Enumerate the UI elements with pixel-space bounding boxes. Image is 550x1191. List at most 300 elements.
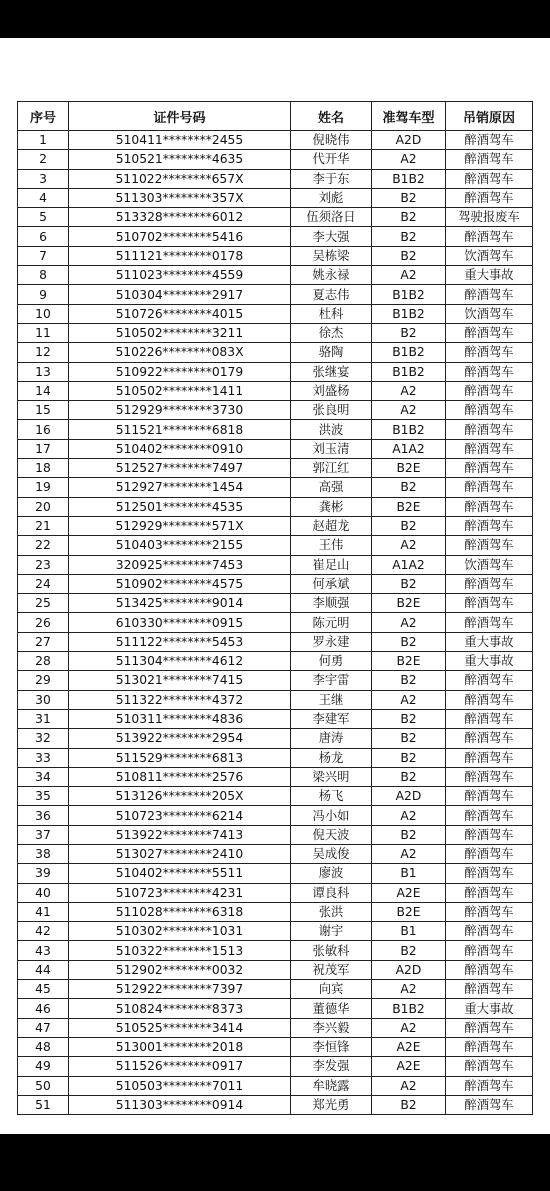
cell-revocation-reason: 醉酒驾车 <box>446 613 533 632</box>
cell-id-number: 510302********1031 <box>69 922 291 941</box>
cell-name: 洪波 <box>291 420 372 439</box>
cell-revocation-reason: 醉酒驾车 <box>446 343 533 362</box>
cell-name: 牟晓露 <box>291 1076 372 1095</box>
table-row <box>18 574 533 593</box>
table-row <box>18 381 533 400</box>
cell-revocation-reason: 醉酒驾车 <box>446 516 533 535</box>
cell-id-number: 513425********9014 <box>69 594 291 613</box>
cell-license-class: B2 <box>372 632 446 651</box>
table-row <box>18 1076 533 1095</box>
cell-revocation-reason: 醉酒驾车 <box>446 285 533 304</box>
table-row <box>18 922 533 941</box>
cell-index: 23 <box>18 555 69 574</box>
cell-license-class: A2 <box>372 690 446 709</box>
cell-name: 龚彬 <box>291 497 372 516</box>
table-row <box>18 902 533 921</box>
cell-id-number: 510322********1513 <box>69 941 291 960</box>
header-license-class: 准驾车型 <box>372 102 446 131</box>
cell-id-number: 510902********4575 <box>69 574 291 593</box>
cell-license-class: B2 <box>372 323 446 342</box>
revoked-license-table <box>17 101 533 1115</box>
cell-name: 刘盛杨 <box>291 381 372 400</box>
cell-id-number: 510521********4635 <box>69 150 291 169</box>
cell-name: 吴栋梁 <box>291 246 372 265</box>
table-row <box>18 555 533 574</box>
cell-revocation-reason: 醉酒驾车 <box>446 806 533 825</box>
table-row <box>18 208 533 227</box>
table-row <box>18 266 533 285</box>
table-row <box>18 825 533 844</box>
table-row <box>18 1057 533 1076</box>
cell-license-class: B2E <box>372 594 446 613</box>
cell-name: 王继 <box>291 690 372 709</box>
cell-name: 何承斌 <box>291 574 372 593</box>
cell-revocation-reason: 醉酒驾车 <box>446 420 533 439</box>
cell-name: 李兴毅 <box>291 1018 372 1037</box>
cell-index: 31 <box>18 709 69 728</box>
table-row <box>18 1037 533 1056</box>
cell-revocation-reason: 醉酒驾车 <box>446 381 533 400</box>
cell-index: 32 <box>18 729 69 748</box>
cell-revocation-reason: 醉酒驾车 <box>446 536 533 555</box>
cell-id-number: 513126********205X <box>69 787 291 806</box>
cell-revocation-reason: 醉酒驾车 <box>446 922 533 941</box>
cell-revocation-reason: 重大事故 <box>446 652 533 671</box>
cell-id-number: 510723********4231 <box>69 883 291 902</box>
table-header-row <box>18 102 533 131</box>
table-row <box>18 671 533 690</box>
cell-license-class: B1B2 <box>372 999 446 1018</box>
cell-id-number: 510503********7011 <box>69 1076 291 1095</box>
cell-id-number: 510411********2455 <box>69 131 291 150</box>
cell-id-number: 512527********7497 <box>69 459 291 478</box>
table-row <box>18 652 533 671</box>
cell-id-number: 511121********0178 <box>69 246 291 265</box>
cell-id-number: 510525********3414 <box>69 1018 291 1037</box>
table-row <box>18 613 533 632</box>
table-row <box>18 806 533 825</box>
cell-name: 董德华 <box>291 999 372 1018</box>
table-row <box>18 343 533 362</box>
cell-license-class: B2 <box>372 825 446 844</box>
cell-index: 18 <box>18 459 69 478</box>
table-row <box>18 787 533 806</box>
cell-name: 李恒锋 <box>291 1037 372 1056</box>
cell-id-number: 510922********0179 <box>69 362 291 381</box>
cell-license-class: B2 <box>372 227 446 246</box>
cell-license-class: B2 <box>372 574 446 593</box>
cell-index: 7 <box>18 246 69 265</box>
table-row <box>18 767 533 786</box>
cell-name: 谭良科 <box>291 883 372 902</box>
table-row <box>18 304 533 323</box>
cell-id-number: 610330********0915 <box>69 613 291 632</box>
cell-name: 谢宇 <box>291 922 372 941</box>
cell-name: 李发强 <box>291 1057 372 1076</box>
cell-index: 40 <box>18 883 69 902</box>
cell-revocation-reason: 醉酒驾车 <box>446 594 533 613</box>
cell-revocation-reason: 醉酒驾车 <box>446 883 533 902</box>
cell-index: 30 <box>18 690 69 709</box>
table-row <box>18 169 533 188</box>
cell-id-number: 320925********7453 <box>69 555 291 574</box>
cell-index: 46 <box>18 999 69 1018</box>
cell-revocation-reason: 醉酒驾车 <box>446 1057 533 1076</box>
cell-id-number: 512929********571X <box>69 516 291 535</box>
cell-license-class: B2 <box>372 709 446 728</box>
cell-index: 29 <box>18 671 69 690</box>
cell-revocation-reason: 饮酒驾车 <box>446 246 533 265</box>
cell-id-number: 510311********4836 <box>69 709 291 728</box>
cell-index: 39 <box>18 864 69 883</box>
table-row <box>18 420 533 439</box>
cell-index: 35 <box>18 787 69 806</box>
cell-name: 郑光勇 <box>291 1095 372 1114</box>
cell-license-class: A2 <box>372 1076 446 1095</box>
cell-id-number: 510723********6214 <box>69 806 291 825</box>
cell-id-number: 511122********5453 <box>69 632 291 651</box>
cell-index: 11 <box>18 323 69 342</box>
cell-license-class: A2 <box>372 401 446 420</box>
cell-name: 夏志伟 <box>291 285 372 304</box>
cell-name: 郭江红 <box>291 459 372 478</box>
table-row <box>18 748 533 767</box>
cell-license-class: A1A2 <box>372 555 446 574</box>
cell-id-number: 510502********1411 <box>69 381 291 400</box>
cell-license-class: B2E <box>372 459 446 478</box>
cell-revocation-reason: 醉酒驾车 <box>446 401 533 420</box>
cell-license-class: B2 <box>372 516 446 535</box>
cell-name: 冯小如 <box>291 806 372 825</box>
cell-name: 代开华 <box>291 150 372 169</box>
cell-revocation-reason: 醉酒驾车 <box>446 169 533 188</box>
cell-index: 45 <box>18 980 69 999</box>
cell-name: 姚永禄 <box>291 266 372 285</box>
cell-license-class: B2E <box>372 902 446 921</box>
table-row <box>18 729 533 748</box>
cell-revocation-reason: 醉酒驾车 <box>446 825 533 844</box>
cell-id-number: 513027********2410 <box>69 844 291 863</box>
table-row <box>18 980 533 999</box>
cell-name: 刘玉清 <box>291 439 372 458</box>
cell-revocation-reason: 重大事故 <box>446 632 533 651</box>
cell-name: 倪天波 <box>291 825 372 844</box>
table-row <box>18 999 533 1018</box>
cell-index: 10 <box>18 304 69 323</box>
cell-revocation-reason: 醉酒驾车 <box>446 1037 533 1056</box>
cell-license-class: A2D <box>372 131 446 150</box>
cell-index: 51 <box>18 1095 69 1114</box>
document-page <box>0 38 550 1134</box>
cell-name: 李宇雷 <box>291 671 372 690</box>
table-row <box>18 516 533 535</box>
cell-license-class: A2 <box>372 844 446 863</box>
cell-revocation-reason: 醉酒驾车 <box>446 1076 533 1095</box>
cell-license-class: B1B2 <box>372 343 446 362</box>
cell-license-class: A2 <box>372 266 446 285</box>
cell-revocation-reason: 醉酒驾车 <box>446 362 533 381</box>
cell-id-number: 511028********6318 <box>69 902 291 921</box>
cell-license-class: B1 <box>372 922 446 941</box>
cell-name: 李于东 <box>291 169 372 188</box>
cell-id-number: 510702********5416 <box>69 227 291 246</box>
table-row <box>18 941 533 960</box>
table-row <box>18 401 533 420</box>
cell-id-number: 511303********357X <box>69 188 291 207</box>
cell-license-class: B2 <box>372 767 446 786</box>
cell-index: 4 <box>18 188 69 207</box>
cell-id-number: 512927********1454 <box>69 478 291 497</box>
cell-id-number: 513328********6012 <box>69 208 291 227</box>
cell-id-number: 513021********7415 <box>69 671 291 690</box>
cell-index: 20 <box>18 497 69 516</box>
cell-index: 16 <box>18 420 69 439</box>
cell-id-number: 513922********2954 <box>69 729 291 748</box>
table-row <box>18 960 533 979</box>
cell-index: 17 <box>18 439 69 458</box>
cell-license-class: B2 <box>372 246 446 265</box>
cell-index: 43 <box>18 941 69 960</box>
cell-index: 8 <box>18 266 69 285</box>
cell-revocation-reason: 醉酒驾车 <box>446 709 533 728</box>
cell-license-class: A2 <box>372 613 446 632</box>
cell-name: 刘彪 <box>291 188 372 207</box>
table-body <box>18 131 533 1115</box>
cell-license-class: A2 <box>372 980 446 999</box>
cell-id-number: 510726********4015 <box>69 304 291 323</box>
cell-license-class: B1B2 <box>372 304 446 323</box>
cell-name: 祝茂军 <box>291 960 372 979</box>
table-row <box>18 594 533 613</box>
cell-index: 50 <box>18 1076 69 1095</box>
cell-index: 14 <box>18 381 69 400</box>
cell-name: 梁兴明 <box>291 767 372 786</box>
cell-name: 向宾 <box>291 980 372 999</box>
cell-revocation-reason: 醉酒驾车 <box>446 574 533 593</box>
cell-license-class: A2 <box>372 1018 446 1037</box>
cell-name: 罗永建 <box>291 632 372 651</box>
cell-revocation-reason: 饮酒驾车 <box>446 555 533 574</box>
table-row <box>18 188 533 207</box>
table-row <box>18 459 533 478</box>
cell-revocation-reason: 重大事故 <box>446 266 533 285</box>
header-revocation-reason: 吊销原因 <box>446 102 533 131</box>
cell-index: 28 <box>18 652 69 671</box>
cell-revocation-reason: 醉酒驾车 <box>446 844 533 863</box>
cell-name: 张良明 <box>291 401 372 420</box>
cell-license-class: B2 <box>372 671 446 690</box>
cell-id-number: 511526********0917 <box>69 1057 291 1076</box>
cell-index: 22 <box>18 536 69 555</box>
cell-name: 张继宴 <box>291 362 372 381</box>
cell-license-class: B2 <box>372 1095 446 1114</box>
cell-license-class: A2D <box>372 960 446 979</box>
cell-license-class: B2 <box>372 208 446 227</box>
cell-name: 何勇 <box>291 652 372 671</box>
cell-index: 42 <box>18 922 69 941</box>
cell-index: 15 <box>18 401 69 420</box>
cell-id-number: 512929********3730 <box>69 401 291 420</box>
cell-license-class: A2E <box>372 883 446 902</box>
cell-revocation-reason: 醉酒驾车 <box>446 960 533 979</box>
cell-license-class: B1 <box>372 864 446 883</box>
cell-name: 杨飞 <box>291 787 372 806</box>
cell-name: 廖波 <box>291 864 372 883</box>
cell-id-number: 512501********4535 <box>69 497 291 516</box>
cell-name: 倪晓伟 <box>291 131 372 150</box>
cell-revocation-reason: 醉酒驾车 <box>446 188 533 207</box>
cell-license-class: A2 <box>372 381 446 400</box>
cell-id-number: 511303********0914 <box>69 1095 291 1114</box>
table-row <box>18 864 533 883</box>
cell-license-class: A2 <box>372 150 446 169</box>
table-row <box>18 227 533 246</box>
cell-index: 37 <box>18 825 69 844</box>
cell-name: 李建军 <box>291 709 372 728</box>
cell-index: 21 <box>18 516 69 535</box>
cell-id-number: 510226********083X <box>69 343 291 362</box>
cell-id-number: 510811********2576 <box>69 767 291 786</box>
cell-name: 张敏科 <box>291 941 372 960</box>
cell-revocation-reason: 醉酒驾车 <box>446 729 533 748</box>
cell-id-number: 513922********7413 <box>69 825 291 844</box>
cell-revocation-reason: 醉酒驾车 <box>446 497 533 516</box>
cell-revocation-reason: 醉酒驾车 <box>446 1018 533 1037</box>
cell-license-class: A2 <box>372 806 446 825</box>
cell-index: 48 <box>18 1037 69 1056</box>
cell-license-class: B1B2 <box>372 362 446 381</box>
cell-id-number: 512902********0032 <box>69 960 291 979</box>
cell-revocation-reason: 醉酒驾车 <box>446 767 533 786</box>
cell-index: 19 <box>18 478 69 497</box>
cell-revocation-reason: 醉酒驾车 <box>446 864 533 883</box>
table-row <box>18 883 533 902</box>
cell-name: 杨龙 <box>291 748 372 767</box>
cell-id-number: 510824********8373 <box>69 999 291 1018</box>
cell-revocation-reason: 驾驶报废车 <box>446 208 533 227</box>
cell-id-number: 512922********7397 <box>69 980 291 999</box>
table-row <box>18 362 533 381</box>
cell-index: 27 <box>18 632 69 651</box>
table-row <box>18 844 533 863</box>
cell-revocation-reason: 醉酒驾车 <box>446 478 533 497</box>
cell-revocation-reason: 醉酒驾车 <box>446 150 533 169</box>
cell-id-number: 511322********4372 <box>69 690 291 709</box>
cell-id-number: 510502********3211 <box>69 323 291 342</box>
table-row <box>18 131 533 150</box>
table-row <box>18 709 533 728</box>
cell-index: 5 <box>18 208 69 227</box>
cell-index: 47 <box>18 1018 69 1037</box>
cell-index: 25 <box>18 594 69 613</box>
cell-revocation-reason: 醉酒驾车 <box>446 748 533 767</box>
cell-revocation-reason: 醉酒驾车 <box>446 1095 533 1114</box>
cell-revocation-reason: 醉酒驾车 <box>446 980 533 999</box>
cell-index: 13 <box>18 362 69 381</box>
cell-license-class: A2D <box>372 787 446 806</box>
table-row <box>18 497 533 516</box>
cell-id-number: 510402********5511 <box>69 864 291 883</box>
cell-license-class: A2E <box>372 1037 446 1056</box>
cell-revocation-reason: 重大事故 <box>446 999 533 1018</box>
cell-license-class: B2 <box>372 748 446 767</box>
table-row <box>18 478 533 497</box>
cell-revocation-reason: 醉酒驾车 <box>446 941 533 960</box>
cell-license-class: B2 <box>372 941 446 960</box>
cell-license-class: B2 <box>372 729 446 748</box>
cell-name: 唐涛 <box>291 729 372 748</box>
cell-index: 24 <box>18 574 69 593</box>
cell-name: 王伟 <box>291 536 372 555</box>
cell-license-class: B1B2 <box>372 169 446 188</box>
header-index: 序号 <box>18 102 69 131</box>
table-row <box>18 690 533 709</box>
cell-license-class: B2E <box>372 652 446 671</box>
cell-name: 伍须洛日 <box>291 208 372 227</box>
cell-index: 34 <box>18 767 69 786</box>
header-id-number: 证件号码 <box>69 102 291 131</box>
cell-revocation-reason: 醉酒驾车 <box>446 459 533 478</box>
cell-license-class: B1B2 <box>372 420 446 439</box>
table-row <box>18 536 533 555</box>
cell-revocation-reason: 醉酒驾车 <box>446 227 533 246</box>
cell-index: 2 <box>18 150 69 169</box>
cell-index: 9 <box>18 285 69 304</box>
table-row <box>18 1018 533 1037</box>
cell-revocation-reason: 醉酒驾车 <box>446 131 533 150</box>
cell-index: 36 <box>18 806 69 825</box>
cell-name: 崔足山 <box>291 555 372 574</box>
bottom-navigation-bar <box>0 1134 550 1191</box>
cell-name: 徐杰 <box>291 323 372 342</box>
table-row <box>18 439 533 458</box>
cell-name: 骆陶 <box>291 343 372 362</box>
cell-index: 6 <box>18 227 69 246</box>
cell-index: 44 <box>18 960 69 979</box>
cell-license-class: A1A2 <box>372 439 446 458</box>
cell-revocation-reason: 醉酒驾车 <box>446 439 533 458</box>
cell-id-number: 510402********0910 <box>69 439 291 458</box>
cell-index: 49 <box>18 1057 69 1076</box>
cell-id-number: 513001********2018 <box>69 1037 291 1056</box>
cell-name: 李大强 <box>291 227 372 246</box>
cell-name: 陈元明 <box>291 613 372 632</box>
cell-revocation-reason: 醉酒驾车 <box>446 690 533 709</box>
cell-id-number: 511023********4559 <box>69 266 291 285</box>
header-name: 姓名 <box>291 102 372 131</box>
cell-revocation-reason: 饮酒驾车 <box>446 304 533 323</box>
table-row <box>18 1095 533 1114</box>
cell-revocation-reason: 醉酒驾车 <box>446 787 533 806</box>
cell-revocation-reason: 醉酒驾车 <box>446 323 533 342</box>
cell-name: 吴成俊 <box>291 844 372 863</box>
cell-license-class: B2E <box>372 497 446 516</box>
cell-revocation-reason: 醉酒驾车 <box>446 902 533 921</box>
top-status-bar <box>0 0 550 38</box>
cell-license-class: A2E <box>372 1057 446 1076</box>
cell-id-number: 511529********6813 <box>69 748 291 767</box>
cell-name: 张洪 <box>291 902 372 921</box>
cell-license-class: B2 <box>372 188 446 207</box>
cell-index: 26 <box>18 613 69 632</box>
table-row <box>18 632 533 651</box>
cell-name: 杜科 <box>291 304 372 323</box>
cell-license-class: A2 <box>372 536 446 555</box>
cell-id-number: 511022********657X <box>69 169 291 188</box>
cell-revocation-reason: 醉酒驾车 <box>446 671 533 690</box>
cell-name: 赵超龙 <box>291 516 372 535</box>
cell-index: 12 <box>18 343 69 362</box>
